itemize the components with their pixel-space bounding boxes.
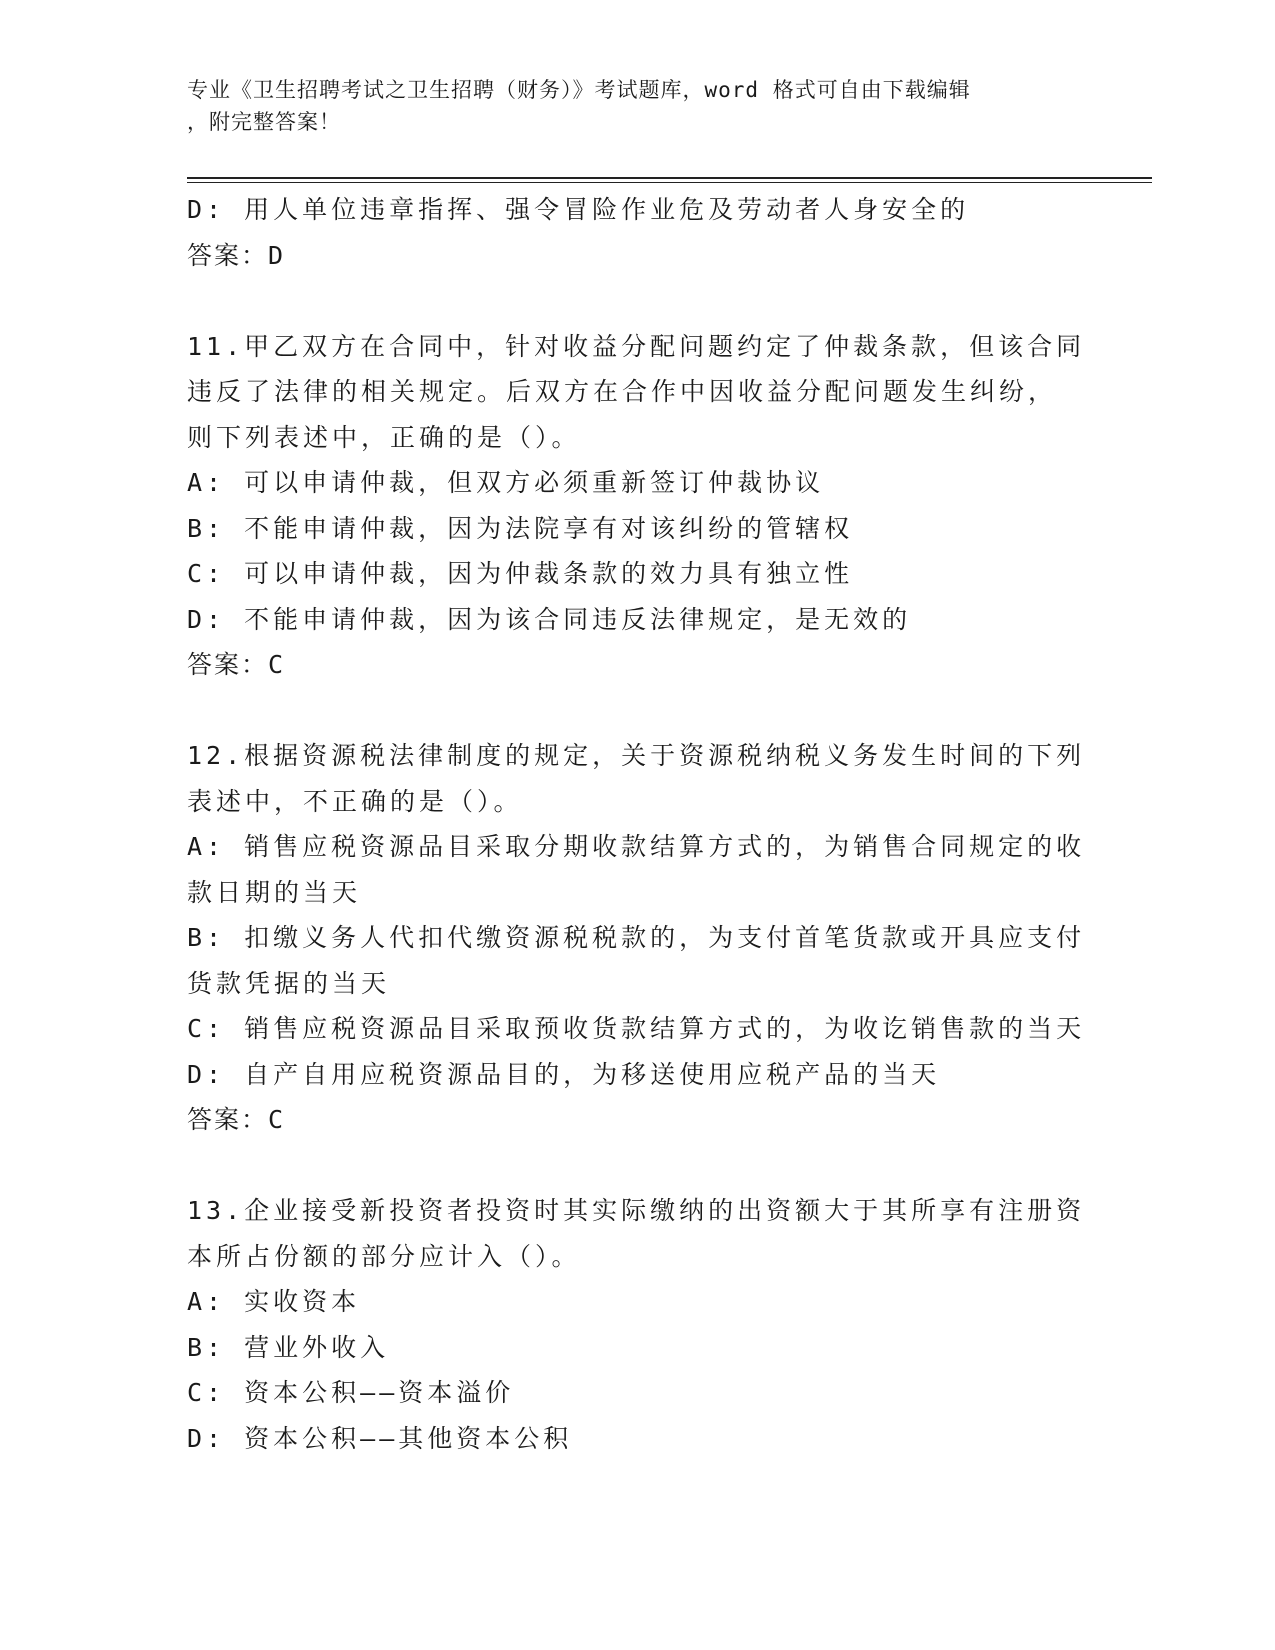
q11-stem-line: 11.甲乙双方在合同中，针对收益分配问题约定了仲裁条款，但该合同 [187,331,1086,361]
q12-option-a: A: 销售应税资源品目采取分期收款结算方式的，为销售合同规定的收 [187,832,1086,861]
spacer [187,278,1067,324]
q12-option-d: D: 自产自用应税资源品目的，为移送使用应税产品的当天 [187,1059,941,1089]
header-line-2: ，附完整答案！ [187,110,341,134]
question-13 [187,1188,1086,1461]
document-header [187,74,1067,138]
q13-option-d: D: 资本公积——其他资本公积 [187,1423,573,1453]
q11-option-d: D: 不能申请仲裁，因为该合同违反法律规定，是无效的 [187,604,912,634]
q12-stem-line: 表述中，不正确的是（）。 [187,786,523,816]
header-divider-thin [187,182,1152,183]
question-content [187,187,1086,1461]
header-divider-thick [187,177,1152,179]
spacer [187,1143,1067,1189]
q13-option-c: C: 资本公积——资本溢价 [187,1378,515,1407]
q13-stem-line: 13.企业接受新投资者投资时其实际缴纳的出资额大于其所享有注册资 [187,1196,1086,1225]
q13-option-a: A: 实收资本 [187,1287,361,1316]
q12-option-b-cont: 货款凭据的当天 [187,968,391,998]
prev-option-d: D: 用人单位违章指挥、强令冒险作业危及劳动者人身安全的 [187,195,970,224]
q11-option-b: B: 不能申请仲裁，因为法院享有对该纠纷的管辖权 [187,513,854,543]
q12-option-b: B: 扣缴义务人代扣代缴资源税税款的，为支付首笔货款或开具应支付 [187,923,1086,952]
q13-option-b: B: 营业外收入 [187,1332,390,1362]
q11-option-c: C: 可以申请仲裁，因为仲裁条款的效力具有独立性 [187,559,854,588]
q11-answer: 答案：C [187,650,286,679]
header-line-1: 专业《卫生招聘考试之卫生招聘（财务）》考试题库，word 格式可自由下载编辑 [187,78,971,102]
q11-stem-line: 则下列表述中，正确的是（）。 [187,422,581,452]
question-11 [187,324,1086,688]
question-12 [187,733,1086,1143]
q11-option-a: A: 可以申请仲裁，但双方必须重新签订仲裁协议 [187,468,825,497]
q13-stem-line: 本所占份额的部分应计入（）。 [187,1241,581,1271]
q12-stem-line: 12.根据资源税法律制度的规定，关于资源税纳税义务发生时间的下列 [187,741,1086,770]
prev-answer: 答案：D [187,240,286,270]
q12-answer: 答案：C [187,1105,286,1134]
q11-stem-line: 违反了法律的相关规定。后双方在合作中因收益分配问题发生纠纷， [187,377,1058,406]
q12-option-c: C: 销售应税资源品目采取预收货款结算方式的，为收讫销售款的当天 [187,1014,1086,1043]
spacer [187,688,1067,734]
q12-option-a-cont: 款日期的当天 [187,877,362,907]
